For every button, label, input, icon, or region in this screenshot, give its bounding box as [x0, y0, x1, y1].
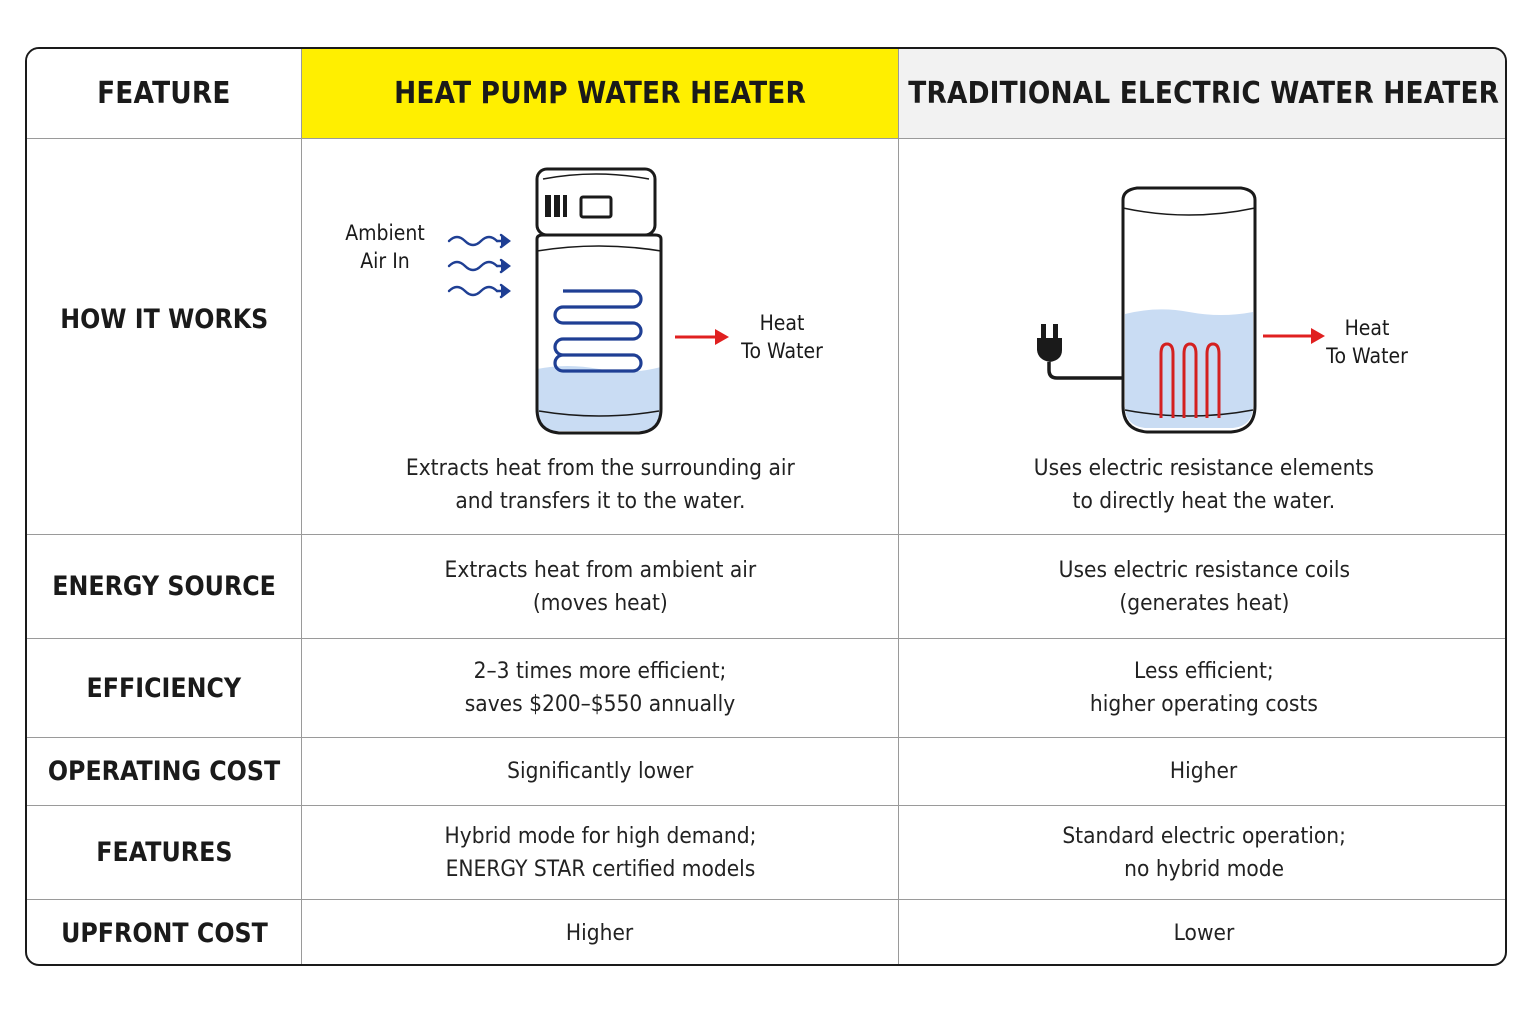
heat-pump-tank-icon	[535, 235, 661, 449]
traditional-heater-diagram	[1027, 174, 1327, 444]
traditional-features: Standard electric operation; no hybrid mode	[1062, 823, 1346, 882]
heat-pump-top-unit-icon	[537, 169, 655, 235]
heat-pump-heat-to-water-label: Heat To Water	[741, 311, 823, 363]
header-heat-pump-label: HEAT PUMP WATER HEATER	[394, 76, 806, 111]
row-label-operating-cost: OPERATING COST	[47, 756, 281, 787]
power-plug-icon	[1037, 324, 1123, 378]
header-traditional-label: TRADITIONAL ELECTRIC WATER HEATER	[908, 76, 1500, 111]
heat-pump-features: Hybrid mode for high demand; ENERGY STAR certified models	[444, 823, 756, 882]
heat-pump-upfront-cost: Higher	[566, 920, 634, 946]
comparison-table	[25, 47, 1507, 966]
traditional-energy-source: Uses electric resistance coils (generates heat)	[1058, 557, 1350, 616]
row-label-upfront-cost: UPFRONT COST	[60, 917, 268, 949]
header-feature	[27, 49, 301, 138]
heat-to-water-arrow-icon	[675, 329, 729, 345]
heat-pump-diagram	[427, 159, 727, 449]
traditional-upfront-cost: Lower	[1173, 920, 1235, 946]
traditional-operating-cost: Higher	[1170, 759, 1238, 784]
traditional-heat-to-water-label: Heat To Water	[1326, 316, 1408, 368]
header-traditional	[899, 49, 1507, 138]
row-label-features: FEATURES	[95, 837, 233, 868]
ambient-air-in-label: Ambient Air In	[345, 221, 425, 273]
heat-pump-how-it-works-text: Extracts heat from the surrounding air and transfers it to the water.	[405, 456, 795, 514]
heat-pump-operating-cost: Significantly lower	[506, 759, 694, 784]
row-label-how-it-works: HOW IT WORKS	[59, 303, 269, 335]
row-label-efficiency: EFFICIENCY	[86, 672, 242, 704]
air-flow-arrows-icon	[449, 235, 509, 297]
traditional-how-it-works-text: Uses electric resistance elements to directly heat the water.	[1033, 456, 1375, 514]
header-feature-label: FEATURE	[97, 76, 231, 111]
row-label-energy-source: ENERGY SOURCE	[52, 571, 276, 602]
traditional-efficiency: Less efficient; higher operating costs	[1090, 659, 1318, 717]
heat-pump-energy-source: Extracts heat from ambient air (moves heat)	[444, 557, 756, 616]
header-heat-pump	[302, 49, 898, 138]
heat-pump-efficiency: 2–3 times more efficient; saves $200–$550 annually	[464, 659, 736, 717]
heat-to-water-arrow-icon	[1263, 328, 1325, 344]
traditional-tank-icon	[1123, 188, 1255, 432]
